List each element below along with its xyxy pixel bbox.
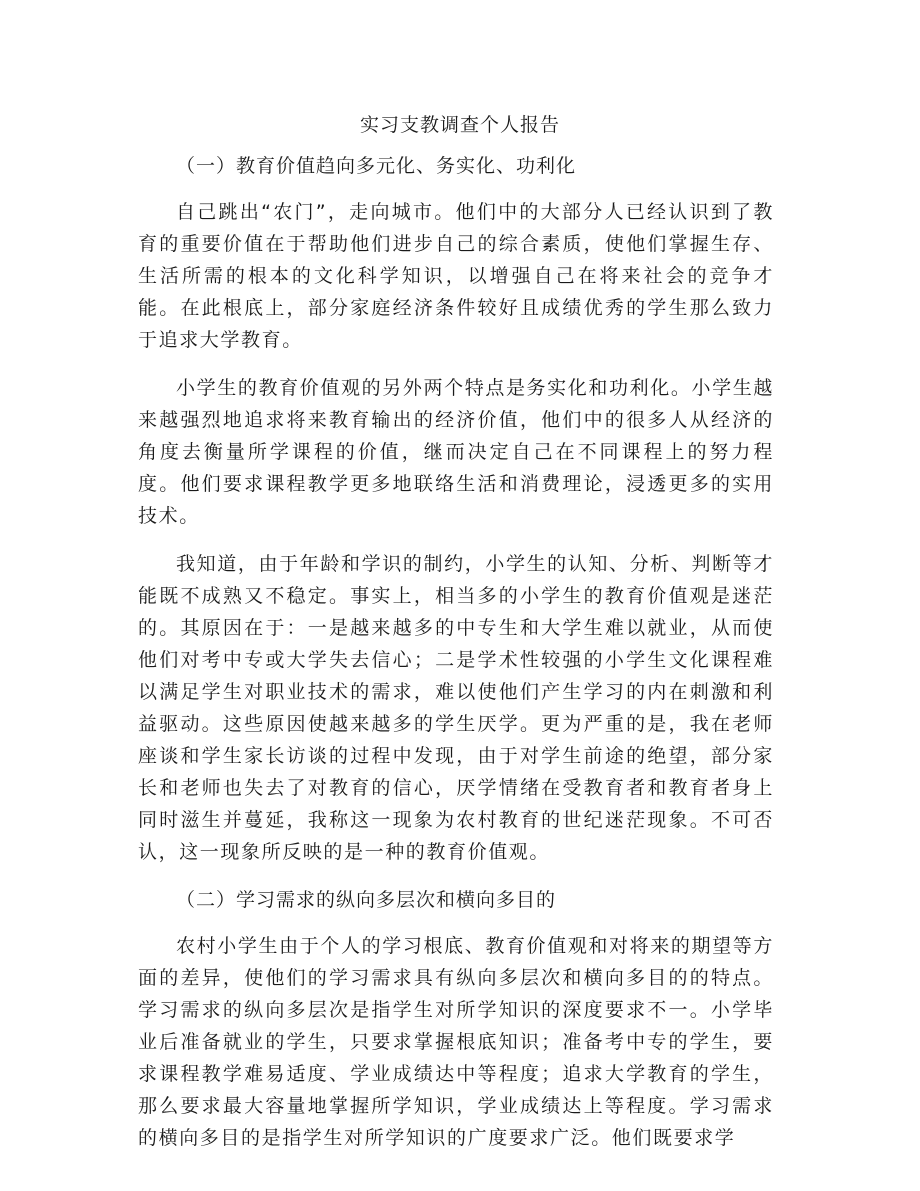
section-heading: （二）学习需求的纵向多层次和横向多目的 <box>176 889 557 911</box>
paragraph: 我知道，由于年龄和学识的制约，小学生的认知、分析、判断等才能既不成熟又不稳定。事实上，相当多的小学生的教育价值观是迷茫的。其原因在于：一是越来越多的中专生和大学生难以就业，从而使他们对考中专或大学失去信心；二是学术性较强的小学生文化课程难以满足学生对职业技术的需求，难以使他们产生学习的内在刺激和利益驱动。这些原因使越来越多的学生厌学。更为严重的是，我在老师座谈和学生家长访谈的过程中发现，由于对学生前途的绝望，部分家长和老师也失去了对教育的信心，厌学情绪在受教育者和教育者身上同时滋生并蔓延，我称这一现象为农村教育的世纪迷茫现象。不可否认，这一现象所反映的是一种的教育价值观。 <box>138 553 774 863</box>
paragraph: 自己跳出“农门”，走向城市。他们中的大部分人已经认识到了教育的重要价值在于帮助他们进步自己的综合素质，使他们掌握生存、生活所需的根本的文化科学知识，以增强自己在将来社会的竞争才能。在此根底上，部分家庭经济条件较好且成绩优秀的学生那么致力于追求大学教育。 <box>138 201 774 351</box>
paragraph: 小学生的教育价值观的另外两个特点是务实化和功利化。小学生越来越强烈地追求将来教育输出的经济价值，他们中的很多人从经济的角度去衡量所学课程的价值，继而决定自己在不同课程上的努力程度。他们要求课程教学更多地联络生活和消费理论，浸透更多的实用技术。 <box>138 377 774 527</box>
section-heading: （一）教育价值趋向多元化、务实化、功利化 <box>176 155 577 177</box>
document-title: 实习支教调查个人报告 <box>359 114 560 136</box>
paragraph: 农村小学生由于个人的学习根底、教育价值观和对将来的期望等方面的差异，使他们的学习需求具有纵向多层次和横向多目的的特点。学习需求的纵向多层次是指学生对所学知识的深度要求不一。小学毕业后准备就业的学生，只要求掌握根底知识；准备考中专的学生，要求课程教学难易适度、学业成绩达中等程度；追求大学教育的学生，那么要求最大容量地掌握所学知识，学业成绩达上等程度。学习需求的横向多目的是指学生对所学知识的广度要求广泛。他们既要求学 <box>138 935 774 1149</box>
document-body <box>138 150 774 1170</box>
